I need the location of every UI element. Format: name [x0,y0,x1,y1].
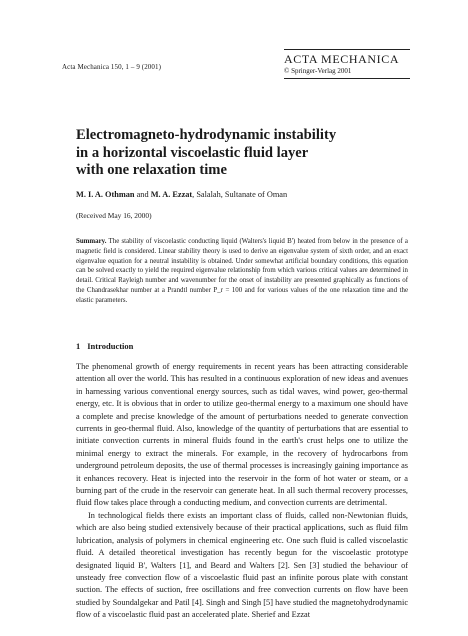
journal-name: ACTA MECHANICA [284,52,400,66]
section-number: 1 [76,341,81,351]
publisher-line: © Springer-Verlag 2001 [284,67,352,75]
received-date: (Received May 16, 2000) [76,211,152,220]
title-line: Electromagneto-hydrodynamic instability [76,127,337,143]
body-paragraph: In technological fields there exists an important class of fluids, called non-Newtonian fluids, which are also being studied extensively because of their practical applications, such as fluid film lubrication, analysis of polymers in chemical engineering etc. One such fluid is called viscoelastic fluid. A detailed theoretical investigation has recently begun for the viscoelastic prototype designated liquid B', Walters [1], and Beard and Walters [2]. Sen [3] studied the behaviour of unsteady free convection flow of a viscoelastic fluid past an infinite porous plate with constant suction. The effects of suction, free oscillations and free convection currents on flow have been studied by Soundalgekar and Patil [4]. Singh and Singh [5] have studied the magnetohydrodynamic flow of a viscoelastic fluid past an accelerated plate. Sherief and Ezzat [76,510,408,620]
section-title: Introduction [87,341,134,351]
journal-masthead [284,49,410,79]
section-heading [76,341,140,351]
summary-text: The stability of viscoelastic conducting liquid (Walters's liquid B') heated from below in the presence of a magnetic field is considered. Linear stability theory is used to derive an eigenvalue system of sixth order, and an exact eigenvalue equation for a neutral instability is obtained. Under somewhat artificial boundary conditions, this equation can be solved exactly to yield the required eigenvalue relationship from which various critical values are determined in detail. Critical Rayleigh number and wavenumber for the onset of instability are presented graphically as functions of the Chandrasekhar number at a Prandtl number P_r = 100 and for various values of the one relaxation time and the elastic parameters. [76,238,408,304]
affiliation: , Salalah, Sultanate of Oman [192,190,288,199]
article-title [76,127,416,180]
author-conjunction: and [134,190,151,199]
author-name: M. I. A. Othman [76,190,135,199]
title-line: with one relaxation time [76,162,227,178]
author-name: M. A. Ezzat [150,190,193,199]
body-paragraph: The phenomenal growth of energy requirements in recent years has been attracting considerable attention all over the world. This has resulted in a continuous exploration of new ideas and avenues in harnessing various conventional energy sources, such as tidal waves, wind power, geo-thermal energy, etc. It is obvious that in order to utilize geo-thermal energy to a maximum one should have a complete and precise knowledge of the amount of perturbations needed to generate convection currents in geo-thermal fluid. Also, knowledge of the quantity of perturbations that are essential to initiate convection currents in mineral fluids found in the earth's crust helps one to utilize the minimal energy to extract the minerals. For example, in the recovery of hydrocarbons from underground petroleum deposits, the use of thermal processes is increasingly gaining importance as it enhances recovery. Heat is injected into the reservoir in the form of hot water or steam, or a burning part of the crude in the reservoir can generate heat. In all such thermal recovery processes, fluid flow takes place through a conducting medium, and convection currents are detrimental. [76,362,408,508]
journal-reference: Acta Mechanica 150, 1 – 9 (2001) [62,63,162,71]
title-line: in a horizontal viscoelastic fluid layer [76,144,309,161]
author-line [76,190,416,199]
summary-abstract [76,237,408,306]
summary-label: Summary. [76,238,107,245]
section-body [76,361,408,622]
